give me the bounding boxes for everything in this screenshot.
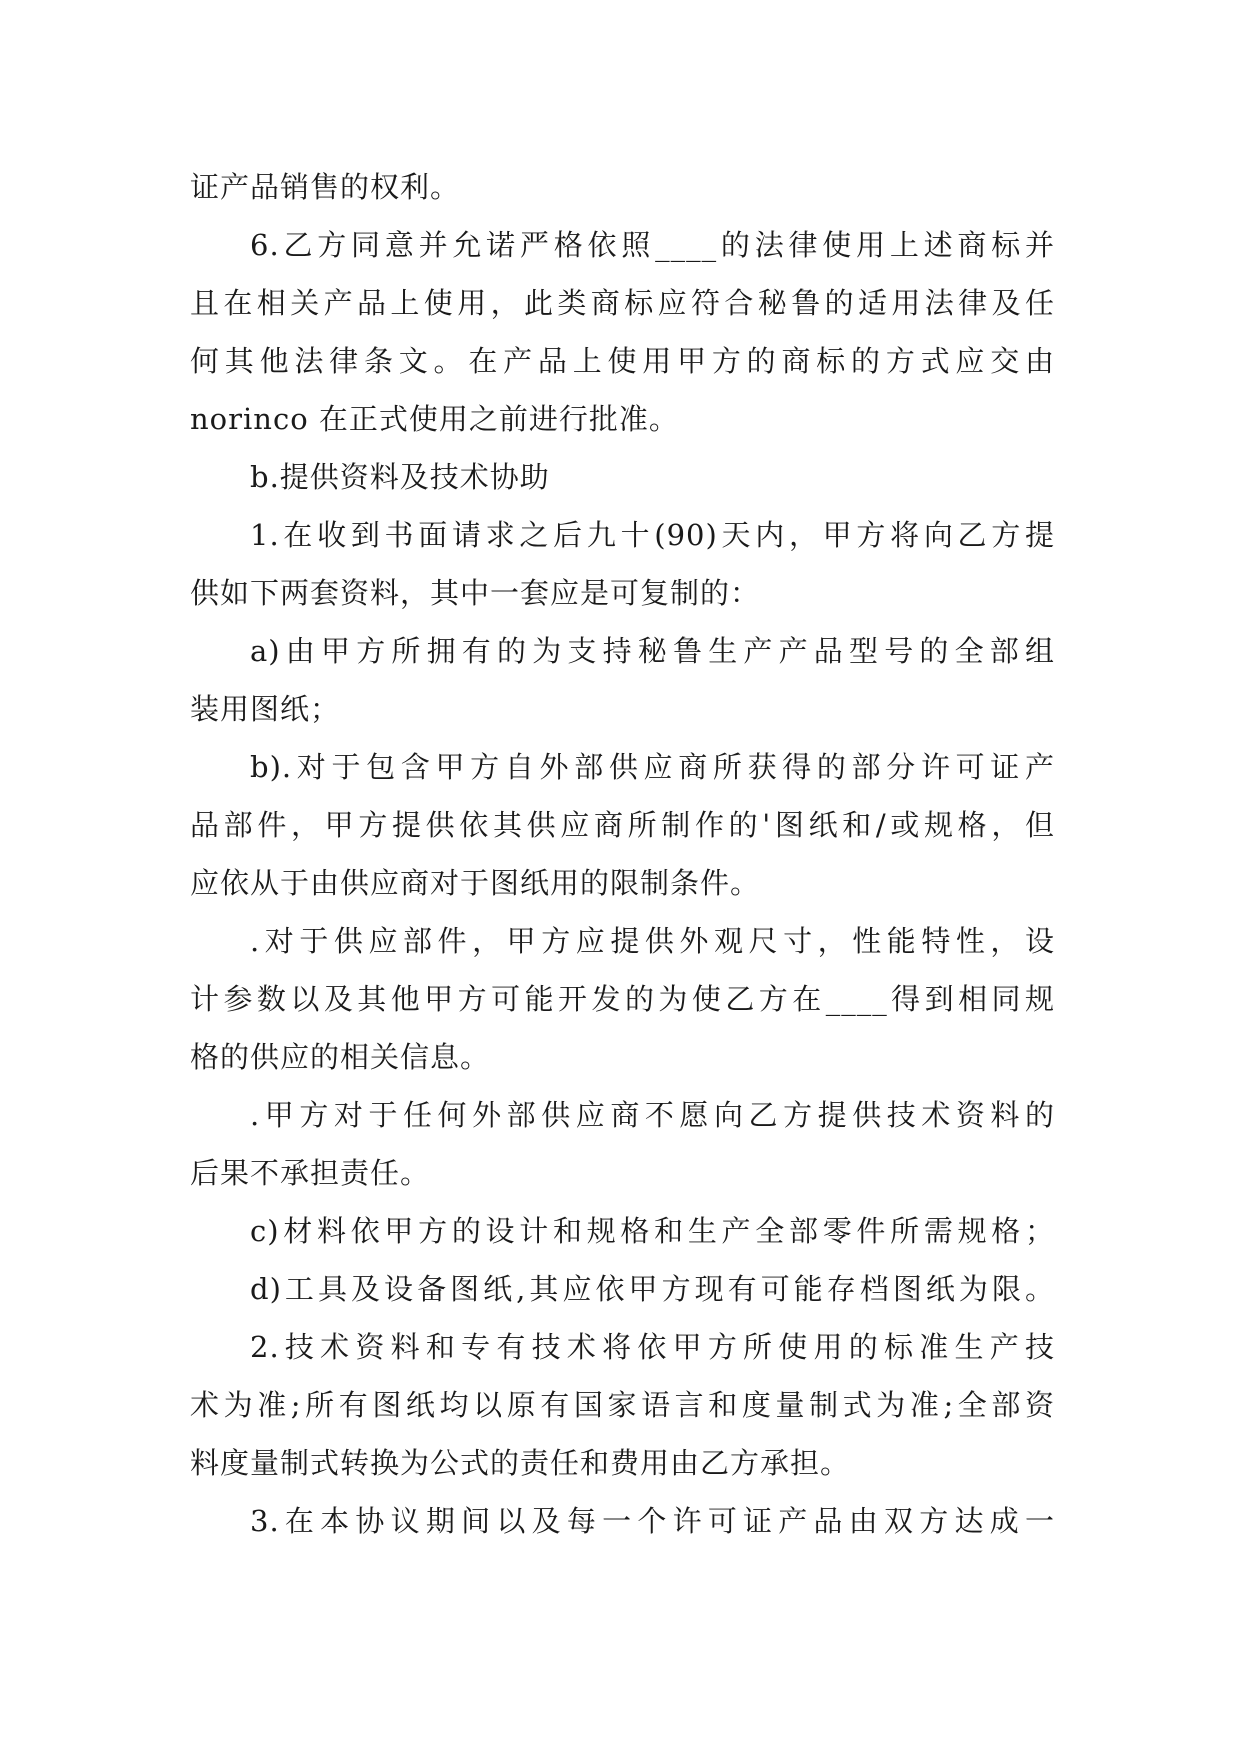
text-line: .甲方对于任何外部供应商不愿向乙方提供技术资料的 <box>250 1098 1055 1132</box>
text-line: 何其他法律条文。在产品上使用甲方的商标的方式应交由 <box>190 344 1055 378</box>
text-line: 应依从于由供应商对于图纸用的限制条件。 <box>190 866 761 900</box>
text-line: c)材料依甲方的设计和规格和生产全部零件所需规格； <box>250 1214 1055 1248</box>
text-line: 1.在收到书面请求之后九十(90)天内，甲方将向乙方提 <box>250 518 1055 552</box>
text-line: a)由甲方所拥有的为支持秘鲁生产产品型号的全部组 <box>250 634 1055 668</box>
text-line: 证产品销售的权利。 <box>190 170 461 204</box>
text-line: b).对于包含甲方自外部供应商所获得的部分许可证产 <box>250 750 1055 784</box>
text-line: 供如下两套资料，其中一套应是可复制的： <box>190 576 761 610</box>
text-line: 计参数以及其他甲方可能开发的为使乙方在____得到相同规 <box>190 982 1055 1016</box>
text-line: 料度量制式转换为公式的责任和费用由乙方承担。 <box>190 1446 851 1480</box>
text-line: norinco 在正式使用之前进行批准。 <box>190 402 679 436</box>
text-line: 后果不承担责任。 <box>190 1156 431 1190</box>
text-line: .对于供应部件，甲方应提供外观尺寸，性能特性，设 <box>250 924 1055 958</box>
text-line: 2.技术资料和专有技术将依甲方所使用的标准生产技 <box>250 1330 1055 1364</box>
text-line: 格的供应的相关信息。 <box>190 1040 491 1074</box>
text-line: 术为准;所有图纸均以原有国家语言和度量制式为准;全部资 <box>190 1388 1055 1422</box>
text-line: 且在相关产品上使用，此类商标应符合秘鲁的适用法律及任 <box>190 286 1055 320</box>
text-line: d)工具及设备图纸,其应依甲方现有可能存档图纸为限。 <box>250 1272 1055 1306</box>
text-line: 6.乙方同意并允诺严格依照____的法律使用上述商标并 <box>250 228 1055 262</box>
section-heading: b.提供资料及技术协助 <box>250 460 550 494</box>
text-line: 装用图纸； <box>190 692 341 726</box>
text-line: 3.在本协议期间以及每一个许可证产品由双方达成一 <box>250 1504 1055 1538</box>
document-body <box>190 158 1055 1550</box>
text-line: 品部件，甲方提供依其供应商所制作的'图纸和/或规格，但 <box>190 808 1055 842</box>
